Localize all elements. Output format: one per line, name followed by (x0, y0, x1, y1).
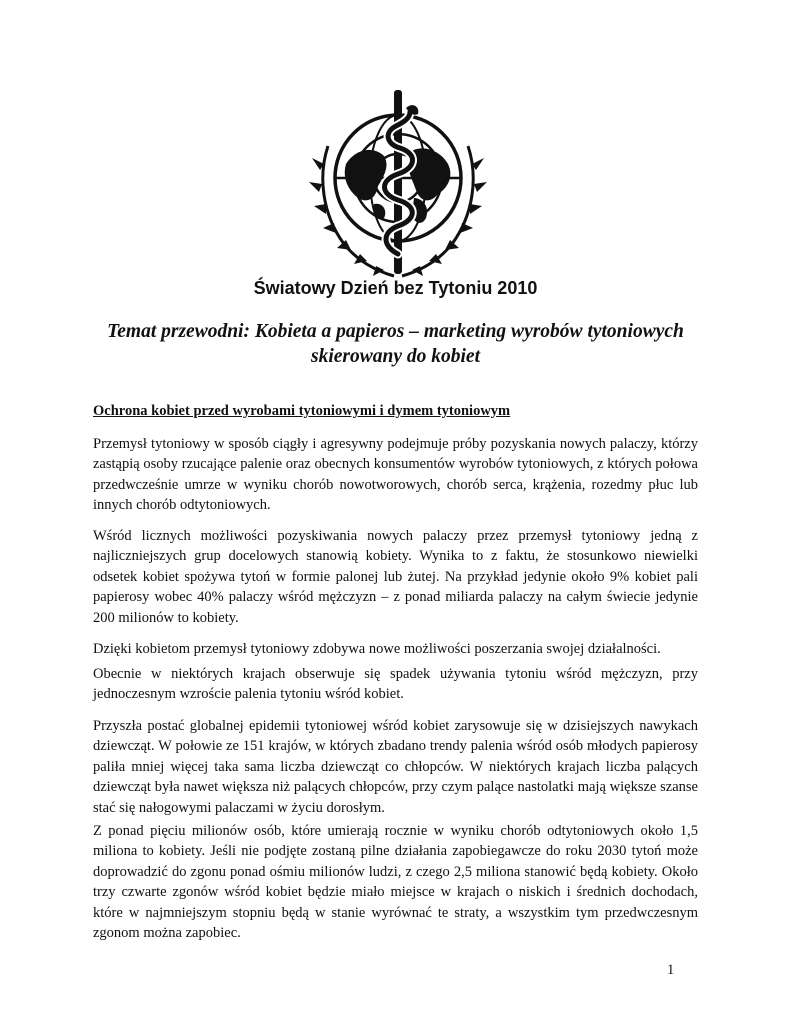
paragraph-4: Obecnie w niektórych krajach obserwuje się spadek używania tytoniu wśród mężczyzn, przy jednoczesnym wzroście palenia tytoniu wśród kobiet. (93, 665, 698, 702)
page-number: 1 (667, 962, 675, 978)
who-emblem-icon (298, 86, 498, 286)
document-subtitle: Temat przewodni: Kobieta a papieros – marketing wyrobów tytoniowych skierowany do kobiet (107, 321, 684, 367)
paragraph-1: Przemysł tytoniowy w sposób ciągły i agresywny podejmuje próby pozyskania nowych palaczy, którzy zastąpią osoby rzucające palenie oraz obecnych konsumentów wyrobów tytoniowych, z których połowa przedwcześnie umrze w wyniku chorób nowotworowych, chorób serca, krążenia, rozedmy płuc lub innych chorób odtytoniowych. (93, 435, 698, 513)
paragraph-6: Z ponad pięciu milionów osób, które umierają rocznie w wyniku chorób odtytoniowych około 1,5 miliona to kobiety. Jeśli nie podjęte zostaną pilne działania zapobiegawcze do roku 2030 tytoń może doprowadzić do zgonu ponad ośmiu milionów ludzi, z czego 2,5 miliona stanowić będą kobiety. Około trzy czwarte zgonów wśród kobiet będzie miało miejsce w krajach o niskich i średnich dochodach, które w najmniejszym stopniu będą w stanie wyrównać te straty, a wszystkim tym przedwczesnym zgonom można zapobiec. (93, 822, 698, 941)
page-title: Światowy Dzień bez Tytoniu 2010 (253, 278, 538, 298)
paragraph-3: Dzięki kobietom przemysł tytoniowy zdobywa nowe możliwości poszerzania swojej działalności. (93, 640, 661, 657)
paragraph-5: Przyszła postać globalnej epidemii tytoniowej wśród kobiet zarysowuje się w dzisiejszych nawykach dziewcząt. W połowie ze 151 krajów, w których zbadano trendy palenia wśród osób młodych papierosy paliła mniej więcej taka sama liczba dziewcząt co chłopców. W niektórych krajach liczba palących dziewcząt była nawet większa niż palących chłopców, przy czym palące nastolatki mają większe szanse stać się nałogowymi palaczami w życiu dorosłym. (93, 717, 698, 816)
section-title: Ochrona kobiet przed wyrobami tytoniowymi i dymem tytoniowym (93, 403, 511, 419)
paragraph-2: Wśród licznych możliwości pozyskiwania nowych palaczy przez przemysł tytoniowy jedną z najliczniejszych grup docelowych stanowią kobiety. Wynika to z faktu, że stosunkowo niewielki odsetek kobiet spożywa tytoń w formie palonej lub żutej. Na przykład jedynie około 9% kobiet pali papierosy wobec 40% palaczy wśród mężczyzn – z ponad miliarda palaczy na całym świecie jedynie 200 milionów to kobiety. (93, 527, 698, 626)
